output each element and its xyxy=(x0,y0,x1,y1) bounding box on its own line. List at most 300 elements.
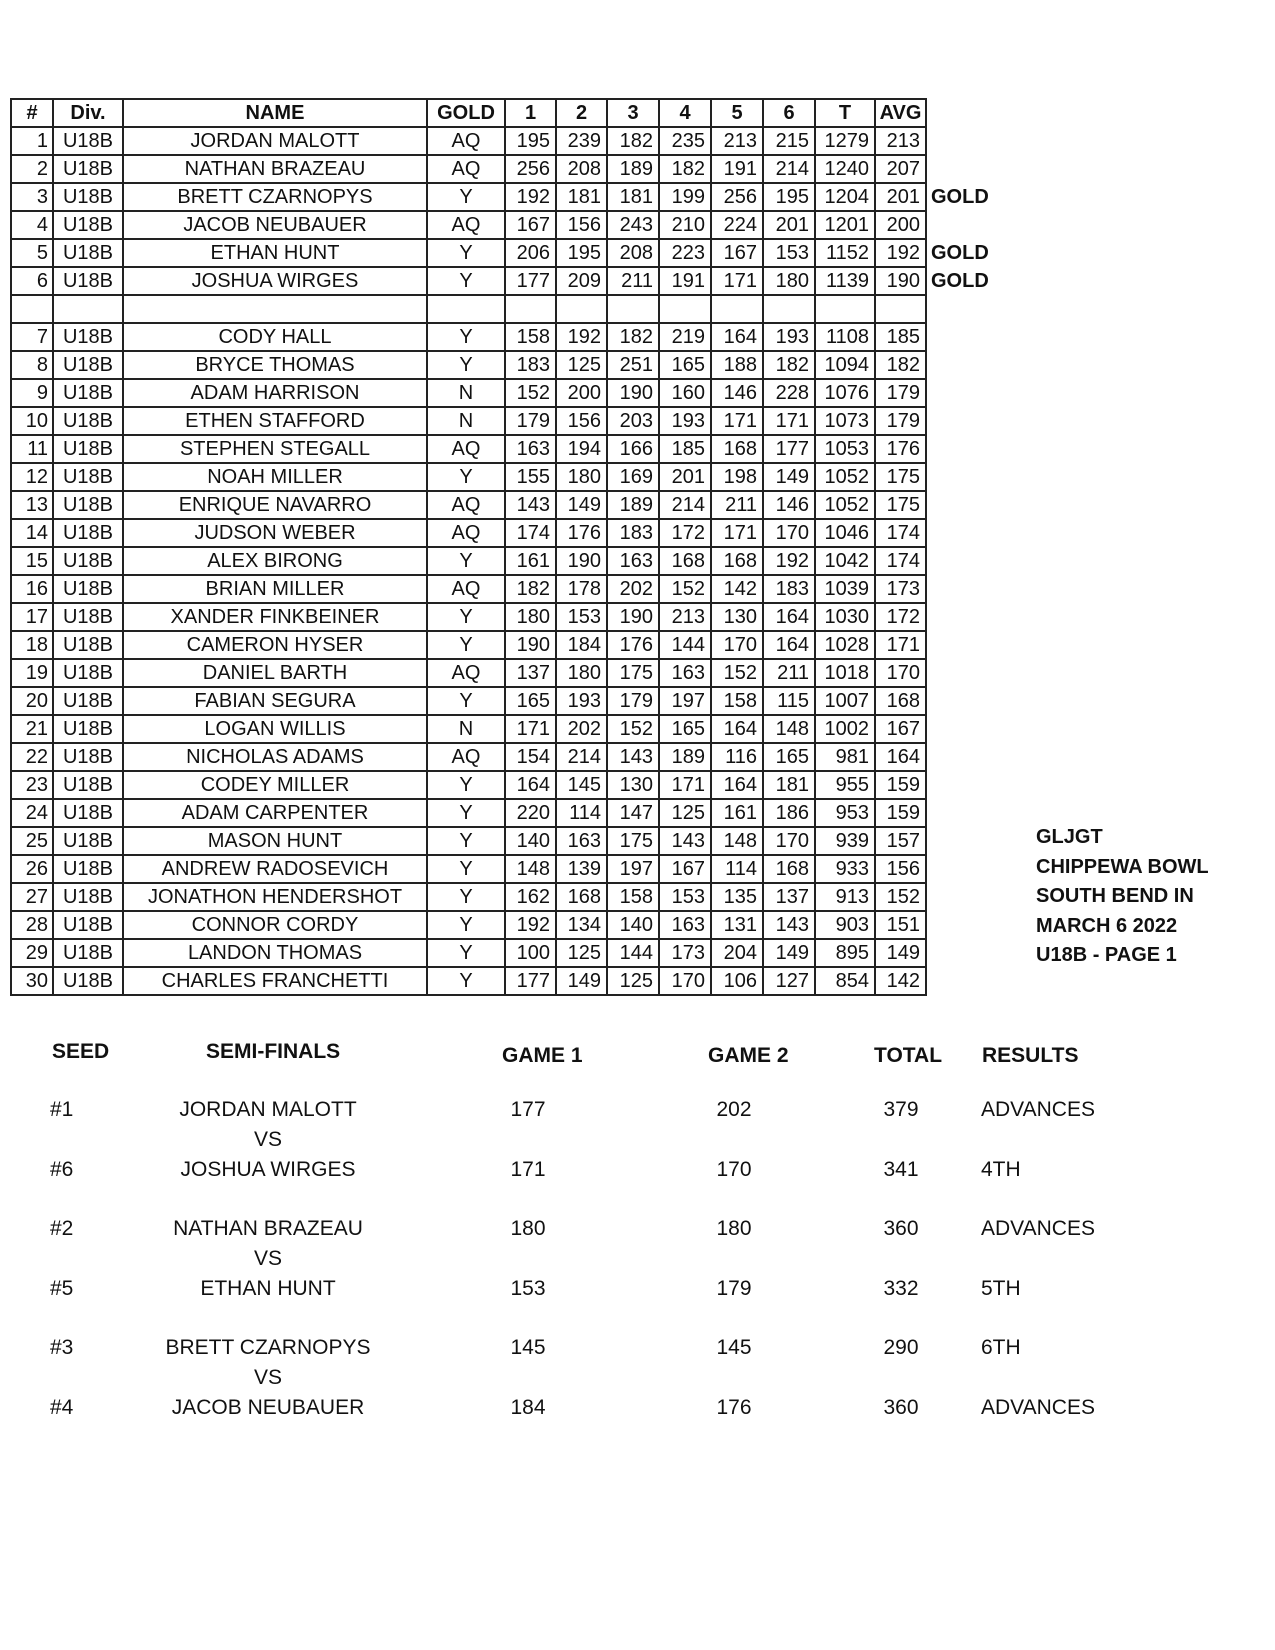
table-row xyxy=(11,603,990,631)
cell-game-2: 125 xyxy=(556,351,607,379)
cell-bowler-name: CAMERON HYSER xyxy=(123,631,427,659)
cell-division: U18B xyxy=(53,127,123,155)
event-page: U18B - PAGE 1 xyxy=(1036,944,1177,966)
cell-game-2: 184 xyxy=(556,631,607,659)
cell-total: 1018 xyxy=(815,659,875,687)
cell-game-5: 167 xyxy=(711,239,763,267)
cell-game-1: 140 xyxy=(505,827,556,855)
cell-average: 201 xyxy=(875,183,926,211)
cell-gold-note xyxy=(926,575,990,603)
cell-game-4: 235 xyxy=(659,127,711,155)
cell-game-3: 152 xyxy=(607,715,659,743)
cell-game-5: 148 xyxy=(711,827,763,855)
cell-game-6: 186 xyxy=(763,799,815,827)
cell-game-4: 167 xyxy=(659,855,711,883)
table-row xyxy=(11,463,990,491)
cell-total: 1204 xyxy=(815,183,875,211)
cell-game-5: 171 xyxy=(711,267,763,295)
cell-bowler-name: ETHAN HUNT xyxy=(123,239,427,267)
cell-game-4: 125 xyxy=(659,799,711,827)
cell-gold-status: Y xyxy=(427,463,505,491)
cell-division: U18B xyxy=(53,659,123,687)
cell-bowler-name: NATHAN BRAZEAU xyxy=(123,155,427,183)
cell-rank: 7 xyxy=(11,323,53,351)
table-row xyxy=(11,659,990,687)
cell-gold-note xyxy=(926,435,990,463)
cell-game-4: 170 xyxy=(659,967,711,995)
cell-total: 1028 xyxy=(815,631,875,659)
semis-player-name: JOSHUA WIRGES xyxy=(180,1158,356,1181)
cell-division: U18B xyxy=(53,939,123,967)
cell-game-4: 165 xyxy=(659,715,711,743)
cell-game-6: 181 xyxy=(763,771,815,799)
cell-game-2: 153 xyxy=(556,603,607,631)
semis-game-2: 179 xyxy=(716,1277,752,1300)
cell-total: 1240 xyxy=(815,155,875,183)
cell-average: 174 xyxy=(875,519,926,547)
cell-rank: 26 xyxy=(11,855,53,883)
cell-game-6: 215 xyxy=(763,127,815,155)
cell-game-5: 168 xyxy=(711,547,763,575)
cell-gold-status: Y xyxy=(427,183,505,211)
cell-bowler-name: ALEX BIRONG xyxy=(123,547,427,575)
cell-average: 175 xyxy=(875,463,926,491)
semis-game-2: 202 xyxy=(716,1098,752,1121)
header-gold: GOLD xyxy=(427,99,505,127)
cell-game-6: 192 xyxy=(763,547,815,575)
table-row xyxy=(11,127,990,155)
semis-vs-label: VS xyxy=(253,1128,283,1151)
cell-division: U18B xyxy=(53,855,123,883)
cell-bowler-name: CODEY MILLER xyxy=(123,771,427,799)
semis-game-1: 153 xyxy=(510,1277,546,1300)
cell-rank: 5 xyxy=(11,239,53,267)
cell-division: U18B xyxy=(53,575,123,603)
cell-division: U18B xyxy=(53,687,123,715)
cell-game-6 xyxy=(763,295,815,323)
cell-total: 895 xyxy=(815,939,875,967)
semis-game-2: 176 xyxy=(716,1396,752,1419)
cell-game-5: 224 xyxy=(711,211,763,239)
cell-gold-status: AQ xyxy=(427,575,505,603)
cell-total: 1152 xyxy=(815,239,875,267)
cell-total: 1039 xyxy=(815,575,875,603)
cell-division: U18B xyxy=(53,911,123,939)
semis-game-1: 145 xyxy=(510,1336,546,1359)
cell-gold-note: GOLD xyxy=(931,186,989,208)
cell-average: 157 xyxy=(875,827,926,855)
cell-game-6: 137 xyxy=(763,883,815,911)
cell-rank: 3 xyxy=(11,183,53,211)
cell-total: 1108 xyxy=(815,323,875,351)
cell-gold-status: Y xyxy=(427,239,505,267)
cell-game-3: 144 xyxy=(607,939,659,967)
cell-average: 179 xyxy=(875,379,926,407)
cell-bowler-name xyxy=(123,295,427,323)
cell-game-1: 171 xyxy=(505,715,556,743)
cell-division: U18B xyxy=(53,519,123,547)
cell-game-1: 152 xyxy=(505,379,556,407)
cell-game-5: 256 xyxy=(711,183,763,211)
cell-game-5: 171 xyxy=(711,407,763,435)
cell-game-3: 197 xyxy=(607,855,659,883)
cell-game-2: 190 xyxy=(556,547,607,575)
table-row xyxy=(11,939,990,967)
cell-gold-note xyxy=(926,827,990,855)
cell-bowler-name: JONATHON HENDERSHOT xyxy=(123,883,427,911)
cell-game-3: 182 xyxy=(607,323,659,351)
cell-average: 173 xyxy=(875,575,926,603)
cell-bowler-name: BRETT CZARNOPYS xyxy=(123,183,427,211)
cell-game-2: 202 xyxy=(556,715,607,743)
cell-game-6: 170 xyxy=(763,519,815,547)
cell-total: 913 xyxy=(815,883,875,911)
cell-game-6: 214 xyxy=(763,155,815,183)
cell-average: 170 xyxy=(875,659,926,687)
cell-total: 1094 xyxy=(815,351,875,379)
cell-game-2 xyxy=(556,295,607,323)
header-division: Div. xyxy=(53,99,123,127)
cell-total: 1007 xyxy=(815,687,875,715)
table-row xyxy=(11,855,990,883)
semis-seed: #2 xyxy=(50,1217,74,1240)
header-note-spacer xyxy=(926,99,990,127)
cell-gold-status: Y xyxy=(427,939,505,967)
cell-game-4: 223 xyxy=(659,239,711,267)
cell-game-1: 182 xyxy=(505,575,556,603)
cell-gold-status: AQ xyxy=(427,659,505,687)
cell-total: 939 xyxy=(815,827,875,855)
cell-total: 1030 xyxy=(815,603,875,631)
cell-game-3: 175 xyxy=(607,827,659,855)
cell-game-1: 174 xyxy=(505,519,556,547)
cell-total xyxy=(815,295,875,323)
header-game-2: 2 xyxy=(556,99,607,127)
cell-game-6: 183 xyxy=(763,575,815,603)
cell-game-6: 164 xyxy=(763,603,815,631)
cell-game-2: 134 xyxy=(556,911,607,939)
cell-game-2: 200 xyxy=(556,379,607,407)
table-row xyxy=(11,491,990,519)
cell-game-4: 173 xyxy=(659,939,711,967)
cell-bowler-name: ETHEN STAFFORD xyxy=(123,407,427,435)
table-spacer-row xyxy=(11,295,990,323)
table-row xyxy=(11,771,990,799)
cell-game-4: 210 xyxy=(659,211,711,239)
cell-gold-status: N xyxy=(427,407,505,435)
cell-game-4: 185 xyxy=(659,435,711,463)
cell-bowler-name: CHARLES FRANCHETTI xyxy=(123,967,427,995)
table-row xyxy=(11,575,990,603)
cell-average: 176 xyxy=(875,435,926,463)
cell-game-2: 192 xyxy=(556,323,607,351)
cell-gold-status: Y xyxy=(427,911,505,939)
cell-game-5: 168 xyxy=(711,435,763,463)
cell-game-4: 143 xyxy=(659,827,711,855)
cell-rank: 11 xyxy=(11,435,53,463)
cell-rank: 17 xyxy=(11,603,53,631)
cell-gold-note xyxy=(926,463,990,491)
cell-game-5 xyxy=(711,295,763,323)
cell-game-4: 165 xyxy=(659,351,711,379)
cell-rank: 29 xyxy=(11,939,53,967)
header-game-4: 4 xyxy=(659,99,711,127)
cell-game-6: 177 xyxy=(763,435,815,463)
cell-game-3: 140 xyxy=(607,911,659,939)
cell-game-6: 180 xyxy=(763,267,815,295)
cell-game-6: 165 xyxy=(763,743,815,771)
cell-division: U18B xyxy=(53,407,123,435)
table-row xyxy=(11,407,990,435)
cell-game-6: 143 xyxy=(763,911,815,939)
cell-rank: 16 xyxy=(11,575,53,603)
cell-division: U18B xyxy=(53,155,123,183)
cell-game-2: 180 xyxy=(556,463,607,491)
cell-bowler-name: ADAM CARPENTER xyxy=(123,799,427,827)
cell-gold-status: AQ xyxy=(427,127,505,155)
table-row xyxy=(11,827,990,855)
cell-gold-status: Y xyxy=(427,351,505,379)
cell-game-2: 181 xyxy=(556,183,607,211)
cell-gold-status: AQ xyxy=(427,491,505,519)
cell-bowler-name: NICHOLAS ADAMS xyxy=(123,743,427,771)
semis-player-name: NATHAN BRAZEAU xyxy=(173,1217,363,1240)
cell-game-3 xyxy=(607,295,659,323)
cell-gold-note xyxy=(926,743,990,771)
header-game-3: 3 xyxy=(607,99,659,127)
cell-game-4: 163 xyxy=(659,659,711,687)
semis-game-2: 170 xyxy=(716,1158,752,1181)
cell-game-5: 114 xyxy=(711,855,763,883)
cell-game-3: 166 xyxy=(607,435,659,463)
cell-game-3: 190 xyxy=(607,379,659,407)
cell-average: 192 xyxy=(875,239,926,267)
cell-gold-status xyxy=(427,295,505,323)
cell-bowler-name: DANIEL BARTH xyxy=(123,659,427,687)
cell-gold-status: Y xyxy=(427,883,505,911)
cell-game-1: 148 xyxy=(505,855,556,883)
cell-game-6: 171 xyxy=(763,407,815,435)
cell-rank: 20 xyxy=(11,687,53,715)
cell-total: 1076 xyxy=(815,379,875,407)
semis-header-title: SEMI-FINALS xyxy=(206,1040,341,1063)
cell-game-1: 163 xyxy=(505,435,556,463)
cell-gold-status: Y xyxy=(427,603,505,631)
cell-game-5: 164 xyxy=(711,323,763,351)
cell-rank: 18 xyxy=(11,631,53,659)
cell-total: 1042 xyxy=(815,547,875,575)
header-game-6: 6 xyxy=(763,99,815,127)
cell-game-2: 176 xyxy=(556,519,607,547)
cell-rank: 27 xyxy=(11,883,53,911)
semis-seed: #4 xyxy=(50,1396,74,1419)
cell-game-3: 183 xyxy=(607,519,659,547)
cell-total: 953 xyxy=(815,799,875,827)
cell-game-3: 181 xyxy=(607,183,659,211)
cell-game-5: 211 xyxy=(711,491,763,519)
event-series: GLJGT xyxy=(1036,826,1103,848)
cell-division: U18B xyxy=(53,351,123,379)
cell-average: 171 xyxy=(875,631,926,659)
cell-game-2: 125 xyxy=(556,939,607,967)
cell-bowler-name: JOSHUA WIRGES xyxy=(123,267,427,295)
cell-total: 854 xyxy=(815,967,875,995)
cell-game-3: 243 xyxy=(607,211,659,239)
cell-average: 213 xyxy=(875,127,926,155)
cell-game-1: 158 xyxy=(505,323,556,351)
cell-game-1: 180 xyxy=(505,603,556,631)
cell-game-1: 165 xyxy=(505,687,556,715)
cell-gold-status: AQ xyxy=(427,435,505,463)
cell-rank: 6 xyxy=(11,267,53,295)
semis-header-seed: SEED xyxy=(52,1040,110,1063)
cell-game-6: 182 xyxy=(763,351,815,379)
cell-total: 1002 xyxy=(815,715,875,743)
cell-game-2: 209 xyxy=(556,267,607,295)
cell-average: 172 xyxy=(875,603,926,631)
cell-game-6: 146 xyxy=(763,491,815,519)
table-row xyxy=(11,911,990,939)
cell-game-2: 178 xyxy=(556,575,607,603)
cell-game-3: 202 xyxy=(607,575,659,603)
cell-game-2: 180 xyxy=(556,659,607,687)
cell-gold-note xyxy=(926,211,990,239)
cell-average: 174 xyxy=(875,547,926,575)
cell-division: U18B xyxy=(53,827,123,855)
cell-game-4: 163 xyxy=(659,911,711,939)
table-row xyxy=(11,155,990,183)
cell-gold-status: Y xyxy=(427,687,505,715)
cell-game-3: 158 xyxy=(607,883,659,911)
table-row xyxy=(11,743,990,771)
cell-rank: 15 xyxy=(11,547,53,575)
cell-bowler-name: MASON HUNT xyxy=(123,827,427,855)
cell-gold-status: AQ xyxy=(427,211,505,239)
cell-game-1: 162 xyxy=(505,883,556,911)
header-average: AVG xyxy=(875,99,926,127)
cell-game-4: 144 xyxy=(659,631,711,659)
semis-game-1: 171 xyxy=(510,1158,546,1181)
semis-seed: #5 xyxy=(50,1277,74,1300)
table-row xyxy=(11,883,990,911)
cell-game-1: 177 xyxy=(505,267,556,295)
cell-total: 933 xyxy=(815,855,875,883)
cell-game-4: 189 xyxy=(659,743,711,771)
cell-average: 207 xyxy=(875,155,926,183)
cell-game-5: 152 xyxy=(711,659,763,687)
semis-result: ADVANCES xyxy=(981,1098,1095,1121)
cell-game-1: 256 xyxy=(505,155,556,183)
cell-bowler-name: LANDON THOMAS xyxy=(123,939,427,967)
cell-game-6: 228 xyxy=(763,379,815,407)
table-row xyxy=(11,967,990,995)
cell-rank: 28 xyxy=(11,911,53,939)
cell-game-2: 145 xyxy=(556,771,607,799)
semis-result: 5TH xyxy=(981,1277,1021,1300)
cell-game-5: 130 xyxy=(711,603,763,631)
cell-gold-status: Y xyxy=(427,771,505,799)
cell-division: U18B xyxy=(53,463,123,491)
table-row xyxy=(11,547,990,575)
cell-game-6: 148 xyxy=(763,715,815,743)
cell-game-4: 199 xyxy=(659,183,711,211)
cell-game-1: 206 xyxy=(505,239,556,267)
cell-gold-note: GOLD xyxy=(931,270,989,292)
cell-game-3: 203 xyxy=(607,407,659,435)
cell-average: 152 xyxy=(875,883,926,911)
cell-average: 200 xyxy=(875,211,926,239)
header-total: T xyxy=(815,99,875,127)
cell-gold-note xyxy=(926,911,990,939)
cell-rank: 1 xyxy=(11,127,53,155)
cell-total: 981 xyxy=(815,743,875,771)
cell-game-3: 179 xyxy=(607,687,659,715)
cell-game-5: 204 xyxy=(711,939,763,967)
cell-gold-status: Y xyxy=(427,267,505,295)
cell-game-1: 154 xyxy=(505,743,556,771)
cell-gold-note: GOLD xyxy=(931,242,989,264)
cell-game-5: 170 xyxy=(711,631,763,659)
semis-game-2: 145 xyxy=(716,1336,752,1359)
table-row xyxy=(11,519,990,547)
table-row xyxy=(11,267,990,295)
cell-gold-status: Y xyxy=(427,855,505,883)
cell-average xyxy=(875,295,926,323)
table-row xyxy=(11,183,990,211)
cell-game-1: 164 xyxy=(505,771,556,799)
cell-game-3: 211 xyxy=(607,267,659,295)
cell-rank: 2 xyxy=(11,155,53,183)
cell-total: 955 xyxy=(815,771,875,799)
cell-game-1: 155 xyxy=(505,463,556,491)
cell-gold-status: AQ xyxy=(427,155,505,183)
semis-player-name: BRETT CZARNOPYS xyxy=(165,1336,371,1359)
cell-bowler-name: JORDAN MALOTT xyxy=(123,127,427,155)
semis-result: ADVANCES xyxy=(981,1396,1095,1419)
cell-game-5: 116 xyxy=(711,743,763,771)
cell-bowler-name: XANDER FINKBEINER xyxy=(123,603,427,631)
cell-game-6: 149 xyxy=(763,939,815,967)
cell-game-6: 168 xyxy=(763,855,815,883)
cell-game-1: 100 xyxy=(505,939,556,967)
cell-gold-note xyxy=(926,631,990,659)
cell-rank: 23 xyxy=(11,771,53,799)
cell-game-6: 149 xyxy=(763,463,815,491)
cell-gold-note xyxy=(926,379,990,407)
cell-gold-note xyxy=(926,351,990,379)
cell-game-3: 169 xyxy=(607,463,659,491)
standings-header-row xyxy=(11,99,990,127)
cell-bowler-name: ANDREW RADOSEVICH xyxy=(123,855,427,883)
cell-gold-note xyxy=(926,519,990,547)
cell-average: 151 xyxy=(875,911,926,939)
header-name: NAME xyxy=(123,99,427,127)
cell-gold-status: AQ xyxy=(427,519,505,547)
cell-total: 1052 xyxy=(815,463,875,491)
cell-division: U18B xyxy=(53,967,123,995)
cell-rank: 30 xyxy=(11,967,53,995)
cell-gold-status: N xyxy=(427,379,505,407)
cell-rank: 21 xyxy=(11,715,53,743)
cell-game-4 xyxy=(659,295,711,323)
semis-vs-label: VS xyxy=(253,1366,283,1389)
standings-body xyxy=(11,127,990,995)
semis-header-game-2: GAME 2 xyxy=(708,1044,789,1067)
cell-game-2: 156 xyxy=(556,407,607,435)
cell-bowler-name: CONNOR CORDY xyxy=(123,911,427,939)
table-row xyxy=(11,435,990,463)
cell-game-6: 193 xyxy=(763,323,815,351)
